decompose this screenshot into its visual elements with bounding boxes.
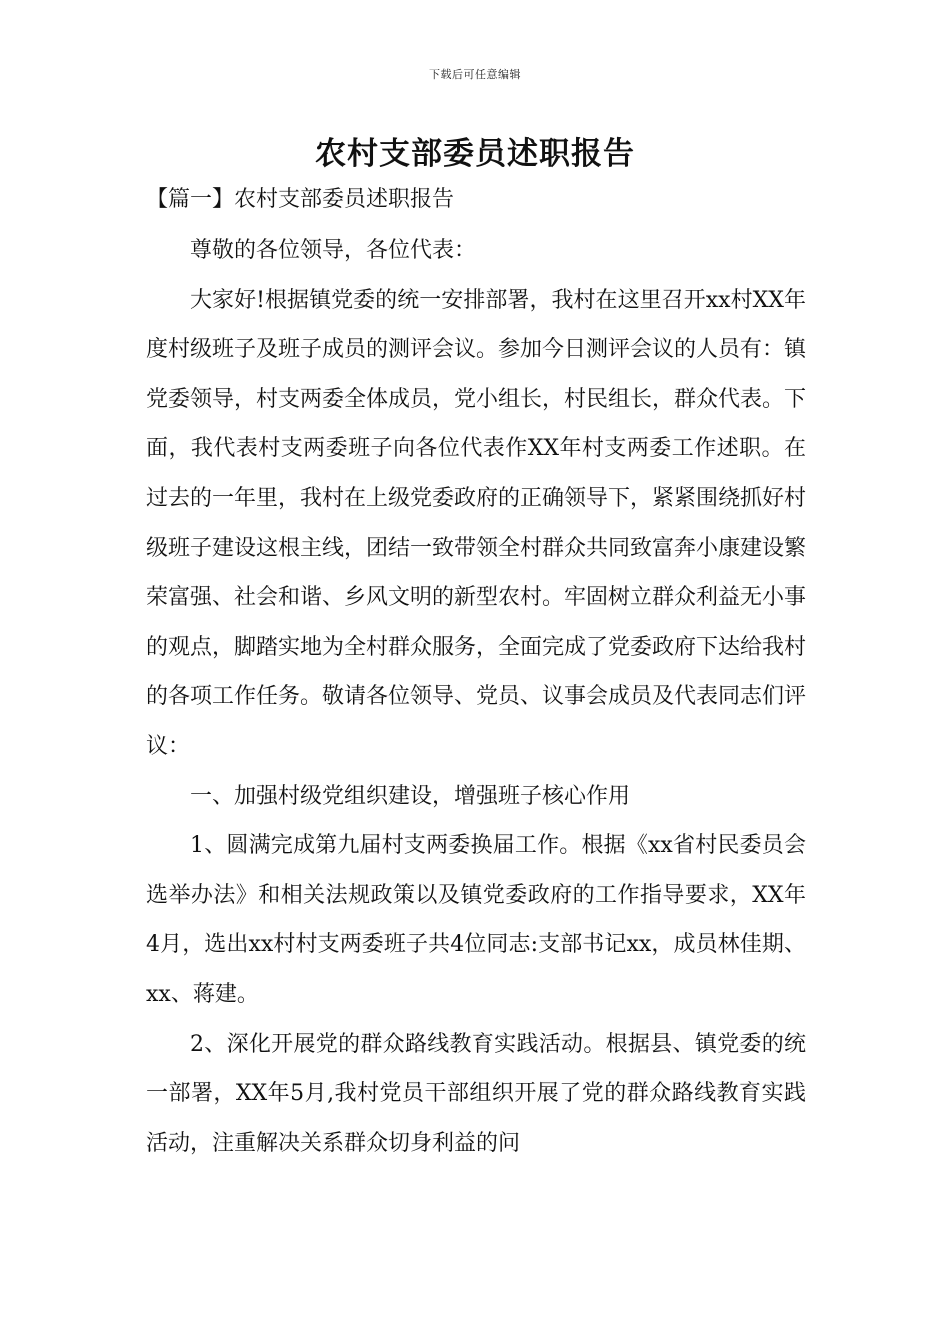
paragraph-item-1: 1、圆满完成第九届村支两委换届工作。根据《xx省村民委员会选举办法》和相关法规政策以及镇党委政府的工作指导要求，XX年4月，选出xx村村支两委班子共4位同志:支部书记xx，成员林佳期、xx、蒋建。 xyxy=(146,833,806,1007)
document-title: 农村支部委员述职报告 xyxy=(315,136,635,172)
section-heading: 【篇一】农村支部委员述职报告 xyxy=(146,187,455,212)
paragraph-intro: 大家好!根据镇党委的统一安排部署，我村在这里召开xx村XX年度村级班子及班子成员的测评会议。参加今日测评会议的人员有：镇党委领导，村支两委全体成员，党小组长，村民组长，群众代表。下面，我代表村支两委班子向各位代表作XX年村支两委工作述职。在过去的一年里，我村在上级党委政府的正确领导下，紧紧围绕抓好村级班子建设这根主线，团结一致带领全村群众共同致富奔小康建设繁荣富强、社会和谐、乡风文明的新型农村。牢固树立群众利益无小事的观点，脚踏实地为全村群众服务，全面完成了党委政府下达给我村的各项工作任务。敬请各位领导、党员、议事会成员及代表同志们评议： xyxy=(146,287,807,759)
paragraph-salutation: 尊敬的各位领导，各位代表： xyxy=(190,238,477,263)
header-note: 下载后可任意编辑 xyxy=(429,68,521,81)
document-body xyxy=(146,226,806,1168)
paragraph-item-2: 2、深化开展党的群众路线教育实践活动。根据县、镇党委的统一部署，XX年5月,我村党员干部组织开展了党的群众路线教育实践活动，注重解决关系群众切身利益的问 xyxy=(146,1031,806,1156)
paragraph-subheading: 一、加强村级党组织建设，增强班子核心作用 xyxy=(190,783,631,809)
